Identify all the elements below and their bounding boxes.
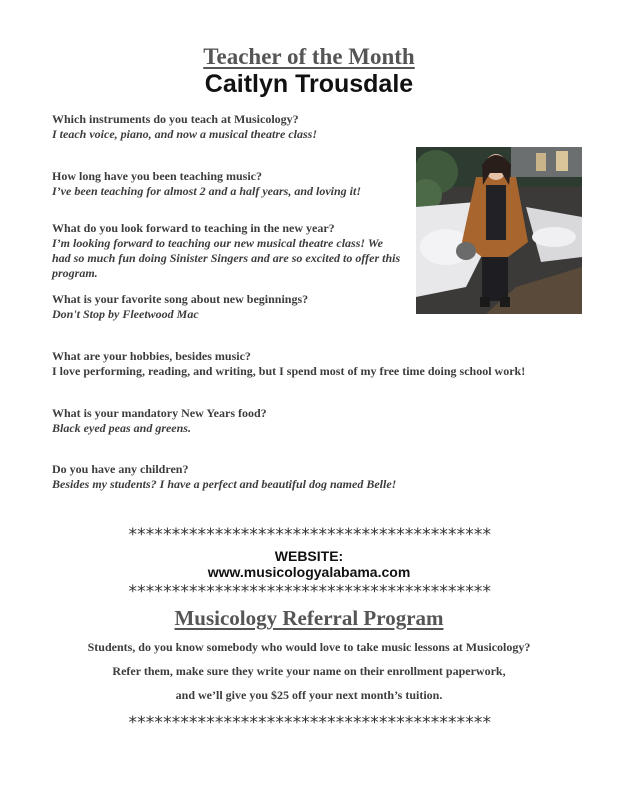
question: What are your hobbies, besides music? xyxy=(52,349,251,363)
question: What is your mandatory New Years food? xyxy=(52,406,267,420)
qa-item-favorite-song xyxy=(52,292,308,322)
qa-item-new-year xyxy=(52,221,400,281)
question: Do you have any children? xyxy=(52,462,189,476)
referral-line-1: Students, do you know somebody who would love to take music lessons at Musicology? xyxy=(87,640,531,654)
divider-stars-middle: ****************************************** xyxy=(127,582,491,602)
answer: I teach voice, piano, and now a musical theatre class! xyxy=(52,127,318,141)
qa-item-instruments xyxy=(52,112,317,142)
website-url[interactable]: www.musicologyalabama.com xyxy=(207,564,411,580)
referral-line-2: Refer them, make sure they write your name on their enrollment paperwork, xyxy=(112,664,506,678)
page-title: Teacher of the Month xyxy=(203,44,415,69)
answer: I love performing, reading, and writing, but I spend most of my free time doing school work! xyxy=(52,364,526,378)
referral-line-3: and we’ll give you $25 off your next month’s tuition. xyxy=(175,688,443,702)
divider-stars-bottom: ****************************************** xyxy=(127,713,491,733)
qa-item-years-teaching xyxy=(52,169,361,199)
teacher-photo xyxy=(416,147,582,314)
question: What do you look forward to teaching in the new year? xyxy=(52,221,335,235)
answer: Black eyed peas and greens. xyxy=(52,421,191,435)
answer: I’ve been teaching for almost 2 and a half years, and loving it! xyxy=(52,184,361,198)
answer: Don't Stop by Fleetwood Mac xyxy=(52,307,199,321)
teacher-name: Caitlyn Trousdale xyxy=(204,70,414,98)
teacher-photo-illustration xyxy=(416,147,582,314)
qa-item-children xyxy=(52,462,396,492)
answer-line-1: I’m looking forward to teaching our new musical theatre class! We xyxy=(52,236,383,250)
answer-line-2: had so much fun doing Sinister Singers and are so excited to offer this xyxy=(52,251,401,265)
question: Which instruments do you teach at Musicology? xyxy=(52,112,299,126)
question: How long have you been teaching music? xyxy=(52,169,263,183)
referral-title: Musicology Referral Program xyxy=(174,606,444,630)
website-label: WEBSITE: xyxy=(274,548,344,564)
qa-item-new-years-food xyxy=(52,406,267,436)
question: What is your favorite song about new beginnings? xyxy=(52,292,309,306)
answer: Besides my students? I have a perfect and beautiful dog named Belle! xyxy=(52,477,397,491)
divider-stars-top: ****************************************** xyxy=(127,525,491,545)
answer-line-3: program. xyxy=(52,266,98,280)
qa-item-hobbies xyxy=(52,349,525,379)
